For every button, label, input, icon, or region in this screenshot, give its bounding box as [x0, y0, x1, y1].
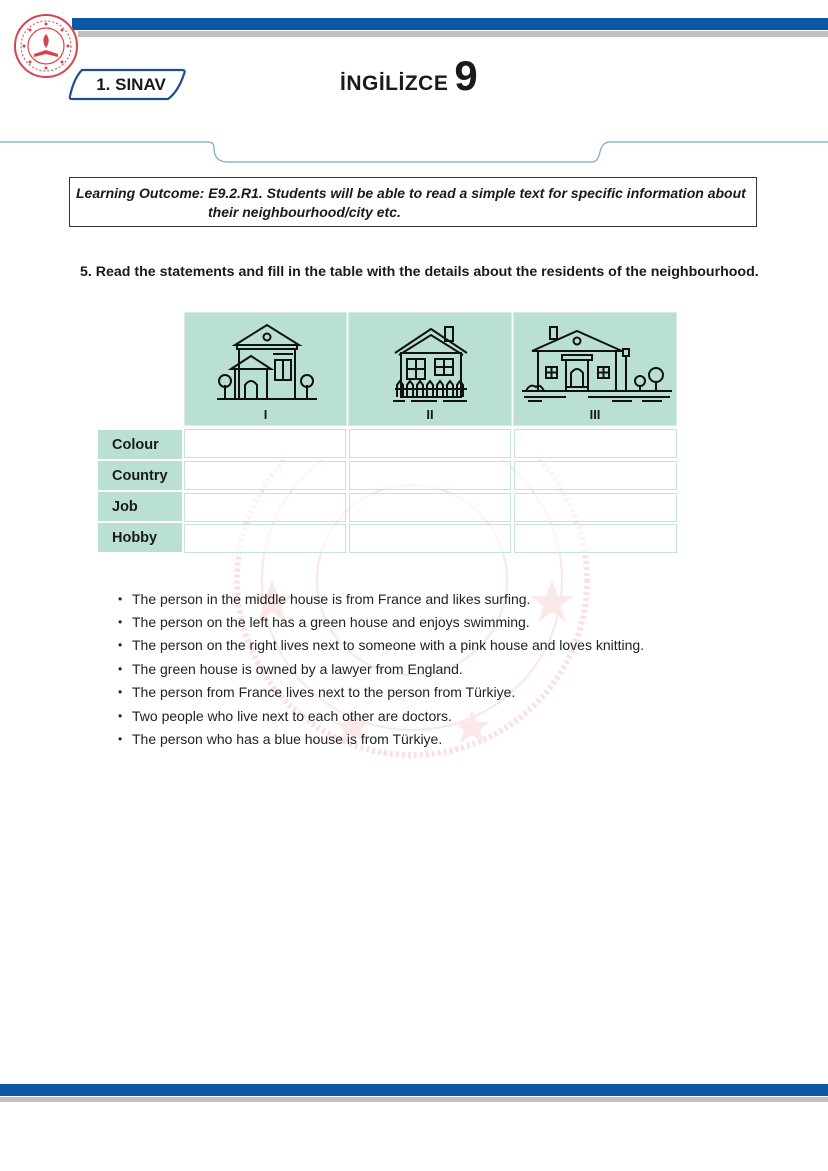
footer-gray-band: [0, 1097, 828, 1102]
bullet-icon: •: [118, 615, 123, 630]
column-label-2: II: [426, 407, 434, 422]
statement-item: • The person who has a blue house is from Türkiye.: [118, 731, 443, 748]
header-divider: [0, 138, 828, 168]
row-label-job: Job: [98, 492, 182, 521]
question-prompt: 5. Read the statements and fill in the table with the details about the residents of the neighbourhood.: [80, 264, 759, 280]
statement-item: • The person from France lives next to the person from Türkiye.: [118, 684, 516, 701]
statement-item: • The green house is owned by a lawyer from England.: [118, 660, 463, 677]
footer-blue-band: [0, 1084, 828, 1096]
statement-item: • Two people who live next to each other are doctors.: [118, 707, 452, 724]
bullet-icon: •: [118, 708, 123, 723]
statement-item: • The person on the left has a green house and enjoys swimming.: [118, 614, 530, 631]
statement-item: • The person in the middle house is from France and likes surfing.: [118, 590, 531, 607]
house-with-chimney-and-fence-icon: [391, 323, 471, 405]
bullet-icon: •: [118, 661, 123, 676]
exam-label: 1. SINAV: [96, 75, 166, 94]
cell-country-2[interactable]: [349, 461, 511, 490]
subject-title: [340, 52, 478, 99]
row-label-colour: Colour: [98, 430, 182, 459]
statement-item: • The person on the right lives next to someone with a pink house and loves knitting.: [118, 637, 645, 654]
cell-job-3[interactable]: [514, 493, 677, 522]
cell-hobby-2[interactable]: [349, 524, 511, 553]
bullet-icon: •: [118, 638, 123, 653]
header-blue-band: [72, 18, 828, 30]
cell-job-1[interactable]: [184, 493, 346, 522]
subject-name: İNGİLİZCE: [340, 72, 449, 95]
column-header-house-3: [513, 312, 677, 426]
grade-number: 9: [454, 52, 478, 99]
bullet-icon: •: [118, 685, 123, 700]
cell-country-3[interactable]: [514, 461, 677, 490]
column-header-house-1: [184, 312, 347, 426]
bullet-icon: •: [118, 591, 123, 606]
learning-outcome-line2: their neighbourhood/city etc.: [208, 204, 401, 220]
row-label-country: Country: [98, 461, 182, 490]
learning-outcome-box: [69, 177, 757, 227]
cell-job-2[interactable]: [349, 493, 511, 522]
column-header-house-2: [348, 312, 512, 426]
header-gray-band: [78, 31, 828, 37]
cell-colour-3[interactable]: [514, 429, 677, 458]
row-label-hobby: Hobby: [98, 523, 182, 552]
column-label-1: I: [263, 407, 268, 422]
column-label-3: III: [589, 407, 601, 422]
cell-colour-2[interactable]: [349, 429, 511, 458]
brick-house-with-lamp-post-icon: [522, 325, 672, 405]
cell-country-1[interactable]: [184, 461, 346, 490]
cell-colour-1[interactable]: [184, 429, 346, 458]
bullet-icon: •: [118, 732, 123, 747]
learning-outcome-line1: Learning Outcome: E9.2.R1. Students will be able to read a simple text for specific information about: [76, 185, 746, 201]
cell-hobby-3[interactable]: [514, 524, 677, 553]
statements-list: [118, 587, 644, 751]
cell-hobby-1[interactable]: [184, 524, 346, 553]
two-storey-house-with-trees-icon: [217, 323, 317, 405]
